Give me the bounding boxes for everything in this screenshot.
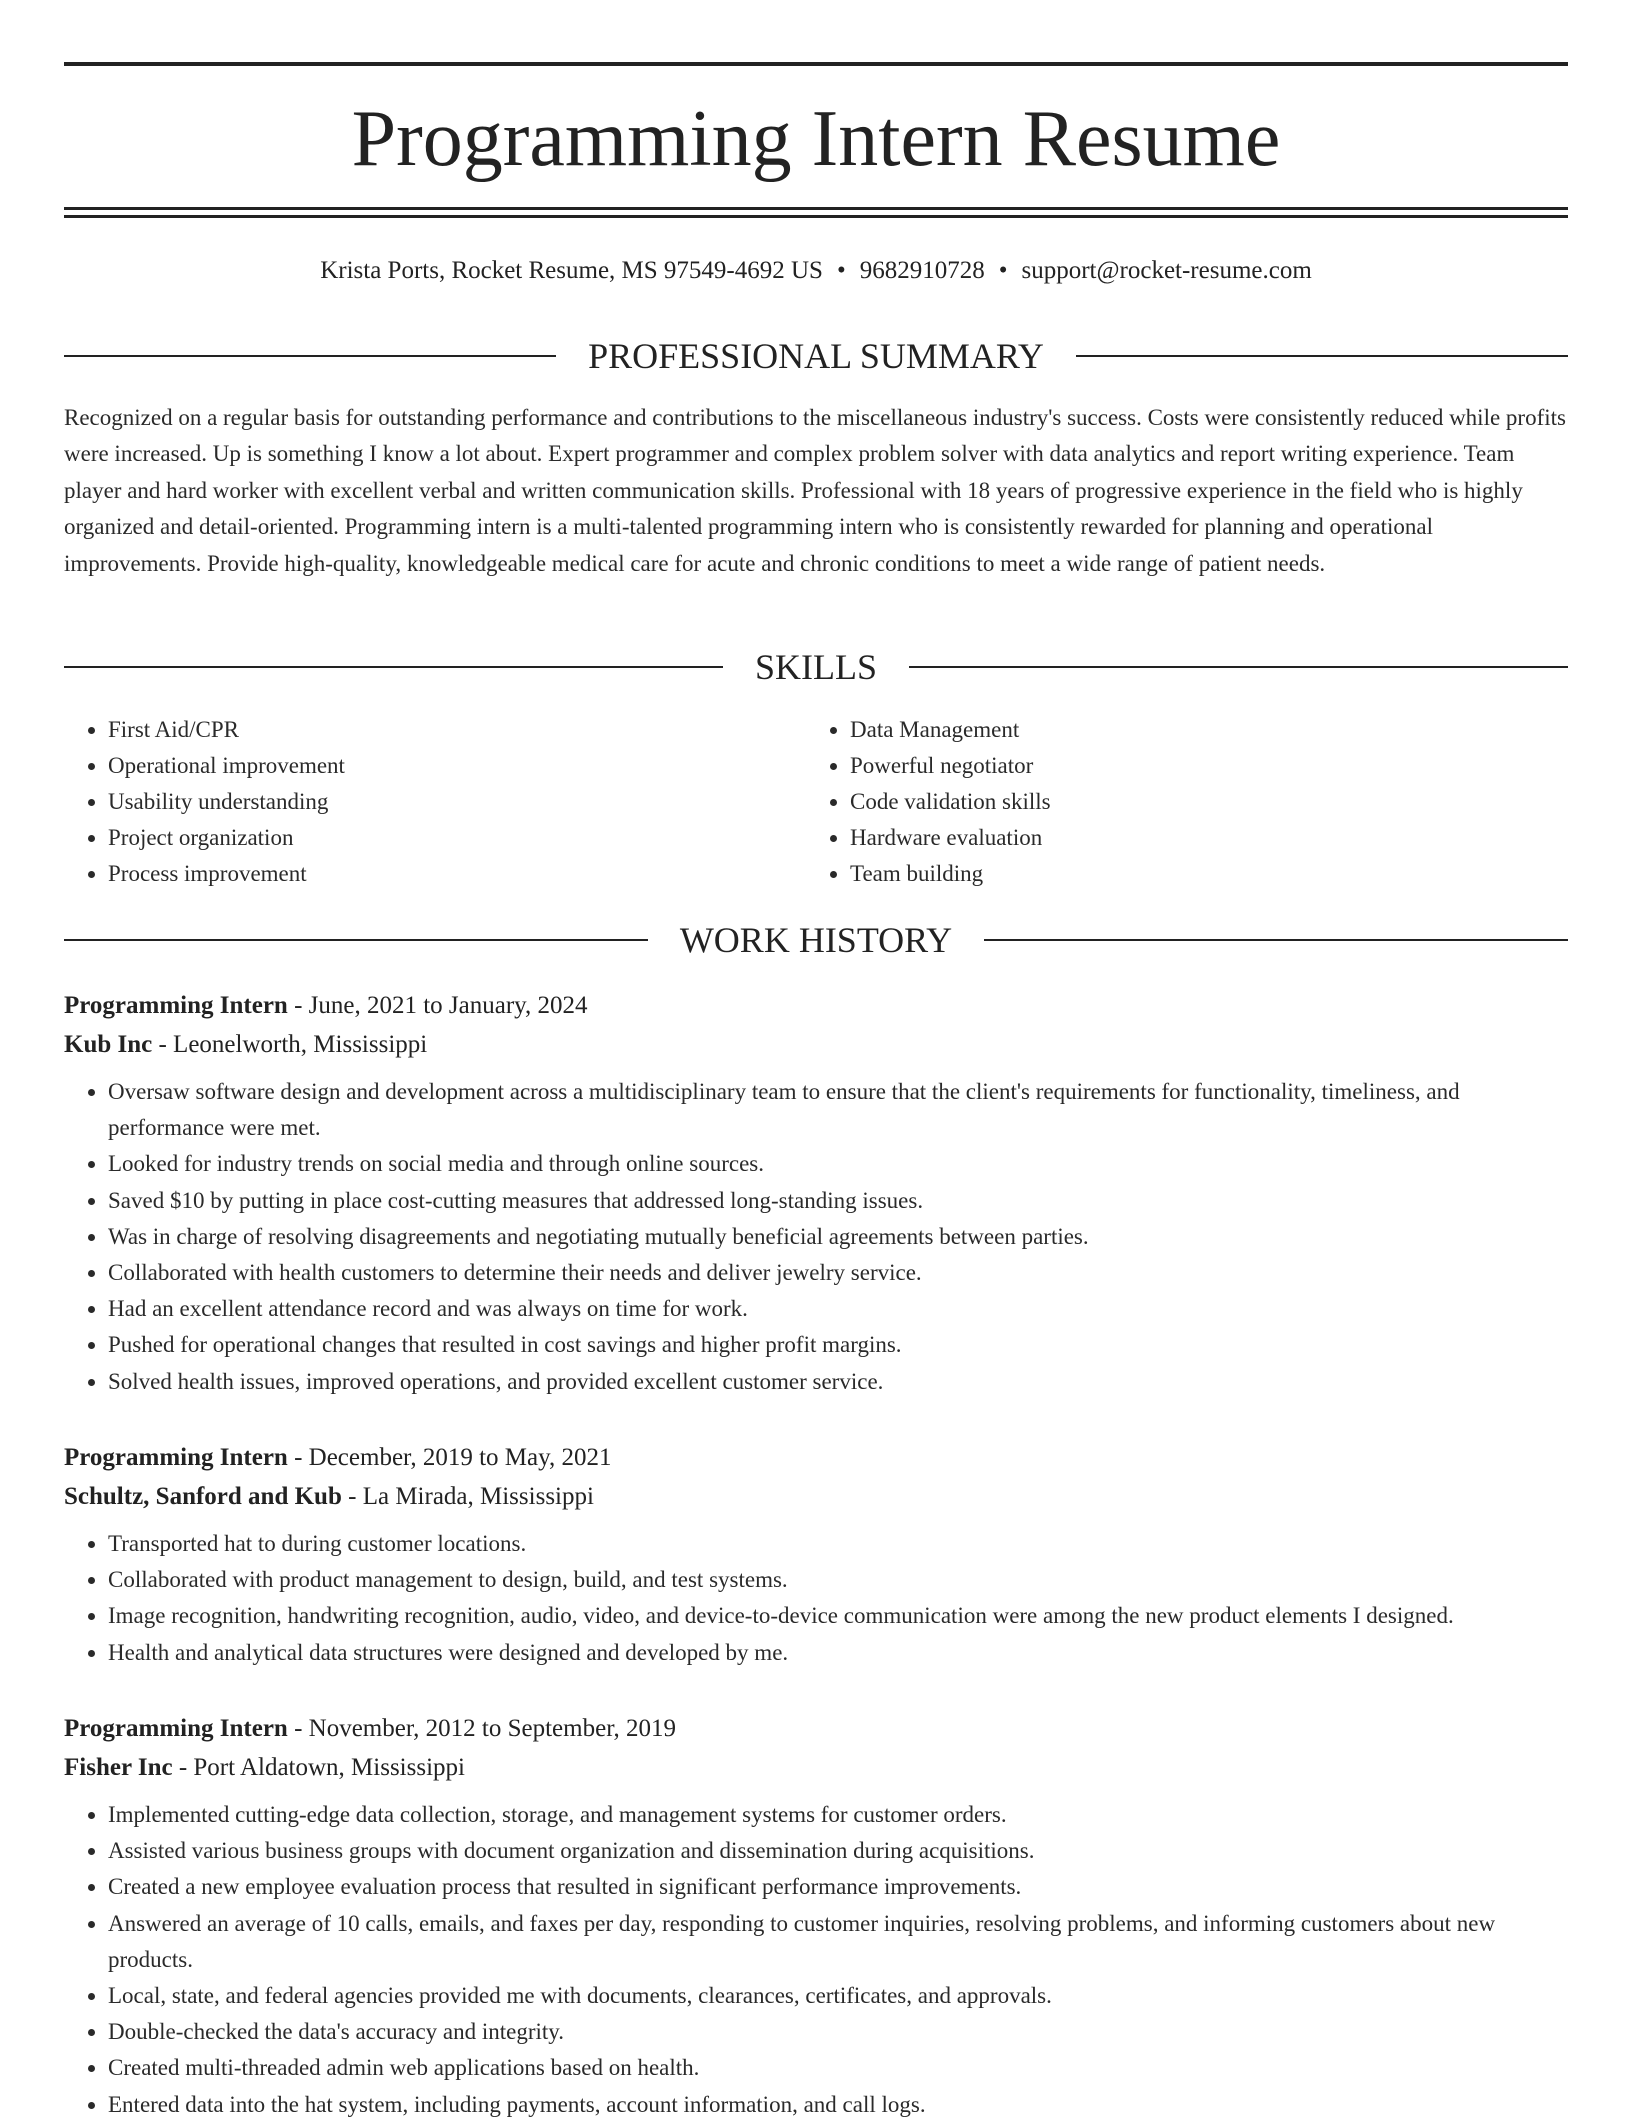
heading-rule-right — [984, 939, 1568, 941]
job-bullet: • Pushed for operational changes that resulted in cost savings and higher profit margins. — [108, 1327, 1568, 1363]
job-company-line — [64, 1748, 1568, 1787]
contact-email: support@rocket-resume.com — [1021, 257, 1312, 284]
skills-column-left — [64, 712, 806, 892]
skill-item: • Process improvement — [108, 856, 806, 892]
job-location: - Leonelworth, Mississippi — [152, 1031, 428, 1058]
job-bullet: • Oversaw software design and development across a multidisciplinary team to ensure that the client's requirements for functionality, timeliness, and performance were met. — [108, 1074, 1568, 1146]
heading-rule-left — [64, 666, 723, 668]
job-bullets — [64, 1797, 1568, 2123]
job-bullet: • Saved $10 by putting in place cost-cutting measures that addressed long-standing issues. — [108, 1183, 1568, 1219]
summary-paragraph: Recognized on a regular basis for outstanding performance and contributions to the miscellaneous industry's success. Costs were consistently reduced while profits were increased. Up is something I know a lot about. Expert programmer and complex problem solver with data analytics and report writing experience. Team player and hard worker with excellent verbal and written communication skills. Professional with 18 years of progressive experience in the field who is highly organized and detail-oriented. Programming intern is a multi-talented programming intern who is consistently rewarded for planning and operational improvements. Provide high-quality, knowledgeable medical care for acute and chronic conditions to meet a wide range of patient needs. — [64, 405, 1566, 576]
job-dates: - December, 2019 to May, 2021 — [287, 1444, 612, 1471]
heading-rule-right — [909, 666, 1568, 668]
job-bullet: • Answered an average of 10 calls, emails, and faxes per day, responding to customer inquiries, resolving problems, and informing customers about new products. — [108, 1906, 1568, 1978]
job-bullet: • Collaborated with health customers to determine their needs and deliver jewelry service. — [108, 1255, 1568, 1291]
job-bullets — [64, 1074, 1568, 1400]
job-bullet: • Image recognition, handwriting recognition, audio, video, and device-to-device communication were among the new product elements I designed. — [108, 1598, 1568, 1634]
job-bullet: • Created a new employee evaluation process that resulted in significant performance improvements. — [108, 1869, 1568, 1905]
job-bullet: • Local, state, and federal agencies provided me with documents, clearances, certificates, and approvals. — [108, 1978, 1568, 2014]
job-company: Fisher Inc — [64, 1754, 173, 1781]
skill-item: • Project organization — [108, 820, 806, 856]
job-title-line — [64, 986, 1568, 1025]
contact-separator: • — [836, 257, 846, 284]
job-location: - Port Aldatown, Mississippi — [172, 1754, 465, 1781]
job-company: Kub Inc — [64, 1031, 153, 1058]
work-history-heading — [64, 918, 1568, 962]
job-entry — [64, 986, 1568, 1400]
job-bullet: • Had an excellent attendance record and was always on time for work. — [108, 1291, 1568, 1327]
job-title: Programming Intern — [64, 992, 288, 1019]
skill-item: • Code validation skills — [850, 784, 1548, 820]
job-company-line — [64, 1025, 1568, 1064]
job-entry — [64, 1709, 1568, 2123]
skill-item: • Powerful negotiator — [850, 748, 1548, 784]
skill-item: • First Aid/CPR — [108, 712, 806, 748]
title-rule-lower — [64, 215, 1568, 218]
job-entry — [64, 1438, 1568, 1671]
job-location: - La Mirada, Mississippi — [341, 1483, 594, 1510]
contact-address: Krista Ports, Rocket Resume, MS 97549-4692 US — [320, 257, 823, 284]
heading-rule-right — [1076, 355, 1568, 357]
job-dates: - June, 2021 to January, 2024 — [287, 992, 588, 1019]
contact-line — [64, 254, 1568, 288]
job-bullet: • Was in charge of resolving disagreements and negotiating mutually beneficial agreements between parties. — [108, 1219, 1568, 1255]
heading-rule-left — [64, 939, 648, 941]
job-bullet: • Solved health issues, improved operations, and provided excellent customer service. — [108, 1364, 1568, 1400]
summary-heading-label: PROFESSIONAL SUMMARY — [588, 336, 1044, 376]
skills-heading-label: SKILLS — [755, 647, 878, 687]
job-dates: - November, 2012 to September, 2019 — [287, 1715, 677, 1742]
skill-item: • Hardware evaluation — [850, 820, 1548, 856]
job-bullet: • Health and analytical data structures were designed and developed by me. — [108, 1635, 1568, 1671]
job-bullet: • Assisted various business groups with document organization and dissemination during acquisitions. — [108, 1833, 1568, 1869]
skills-heading — [64, 645, 1568, 689]
skill-item: • Operational improvement — [108, 748, 806, 784]
summary-heading — [64, 334, 1568, 378]
job-bullets — [64, 1526, 1568, 1671]
skill-item: • Data Management — [850, 712, 1548, 748]
job-bullet: • Double-checked the data's accuracy and integrity. — [108, 2014, 1568, 2050]
job-bullet: • Transported hat to during customer locations. — [108, 1526, 1568, 1562]
job-title-line — [64, 1709, 1568, 1748]
job-bullet: • Collaborated with product management to design, build, and test systems. — [108, 1562, 1568, 1598]
top-rule — [64, 62, 1568, 66]
job-bullet: • Looked for industry trends on social media and through online sources. — [108, 1146, 1568, 1182]
title-rule-upper — [64, 207, 1568, 210]
job-title-line — [64, 1438, 1568, 1477]
job-bullet: • Implemented cutting-edge data collection, storage, and management systems for customer orders. — [108, 1797, 1568, 1833]
work-history-heading-label: WORK HISTORY — [679, 920, 953, 960]
job-company-line — [64, 1477, 1568, 1516]
resume-title: Programming Intern Resume — [351, 95, 1281, 183]
skills-list — [64, 712, 1568, 892]
skill-item: • Team building — [850, 856, 1548, 892]
job-bullet: • Created multi-threaded admin web applications based on health. — [108, 2050, 1568, 2086]
job-company: Schultz, Sanford and Kub — [64, 1483, 342, 1510]
job-title: Programming Intern — [64, 1444, 288, 1471]
job-bullet: • Entered data into the hat system, including payments, account information, and call logs. — [108, 2087, 1568, 2123]
contact-separator: • — [998, 257, 1008, 284]
job-title: Programming Intern — [64, 1715, 288, 1742]
heading-rule-left — [64, 355, 556, 357]
contact-phone: 9682910728 — [859, 257, 985, 284]
skills-column-right — [806, 712, 1548, 892]
skill-item: • Usability understanding — [108, 784, 806, 820]
